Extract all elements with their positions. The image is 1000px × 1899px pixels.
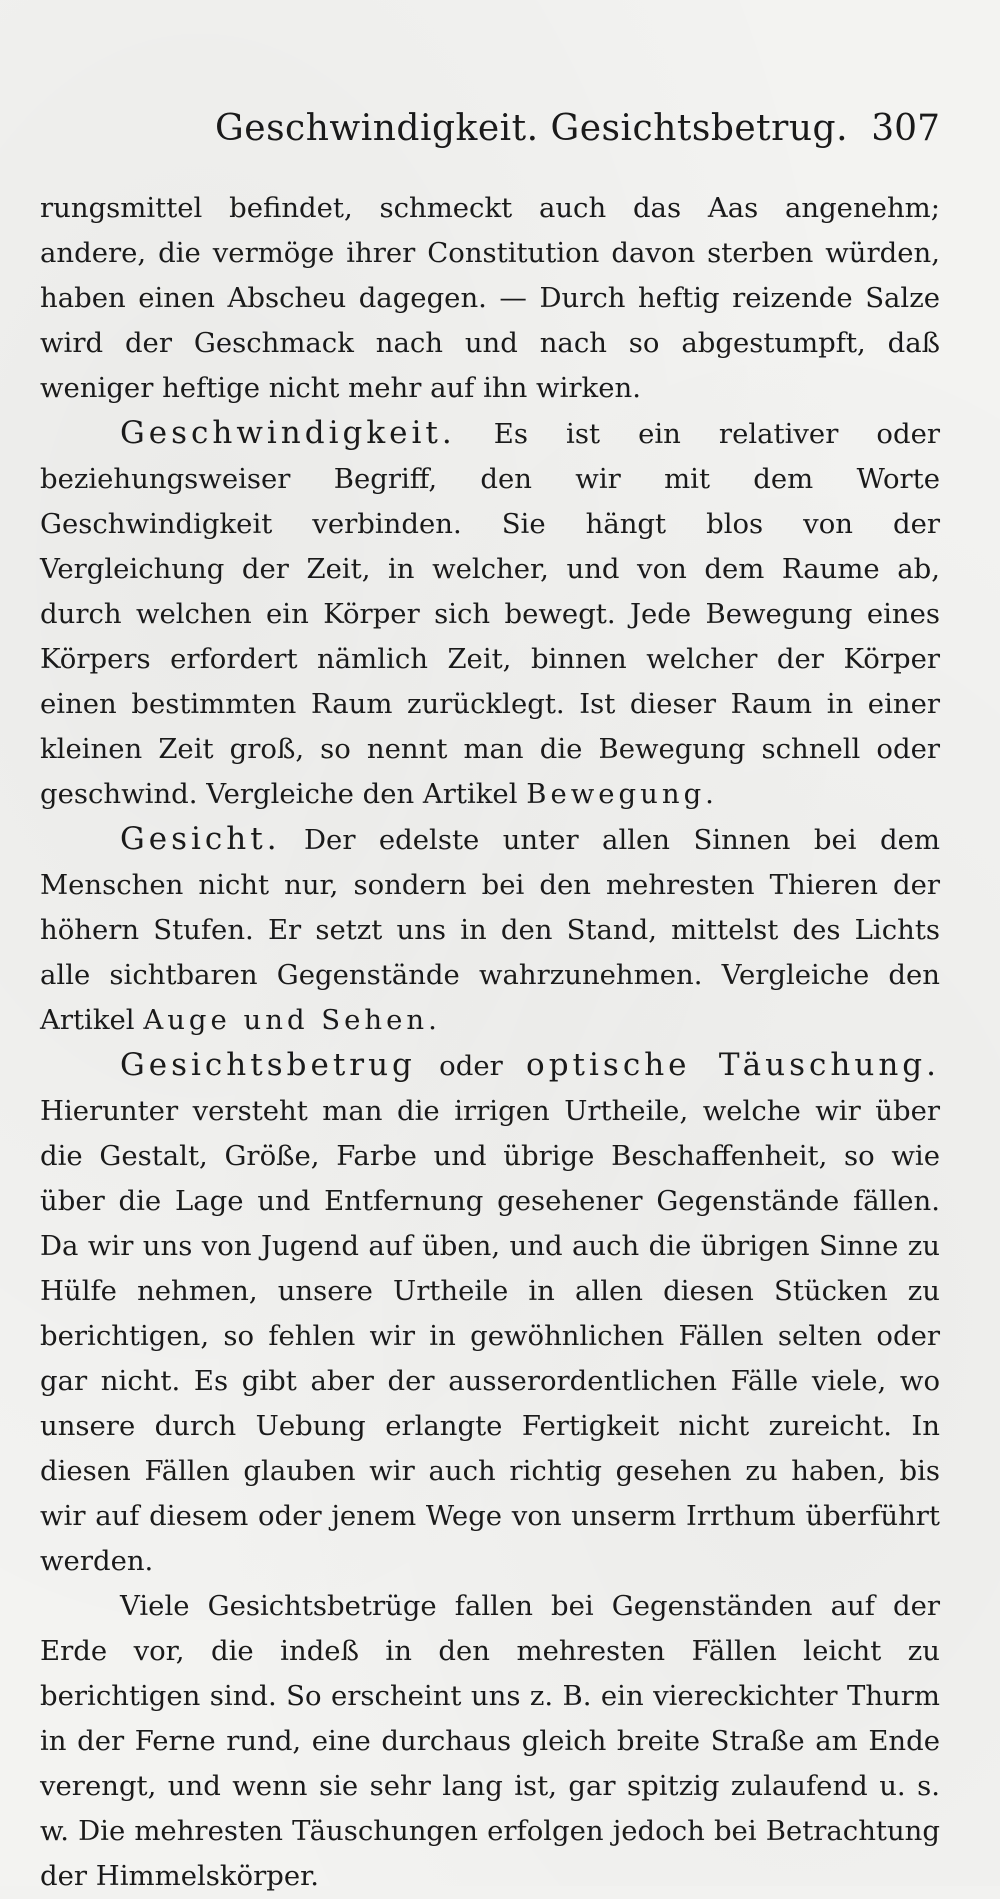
- entry-connector: oder: [415, 1050, 527, 1082]
- entry-geschwindigkeit: [40, 411, 940, 817]
- entry-headword-alternate: optische Täuschung.: [526, 1047, 940, 1083]
- entry-text: Hierunter versteht man die irrigen Urtheile, welche wir über die Gestalt, Größe, Farbe und übrige Beschaffenheit, so wie über die Lage und Entfernung gesehener Gegenstände fällen. Da wir uns von Jugend auf üben, und auch die übrigen Sinne zu Hülfe nehmen, unsere Urtheile in allen diesen Stücken zu berichtigen, so fehlen wir in gewöhnlichen Fällen selten oder gar nicht. Es gibt aber der ausserordentlichen Fälle viele, wo unsere durch Uebung erlangte Fertigkeit nicht zureicht. In diesen Fällen glauben wir auch richtig gesehen zu haben, bis wir auf diesem oder jenem Wege von unserm Irrthum überführt werden.: [40, 1095, 940, 1577]
- paragraph-text: Viele Gesichtsbetrüge fallen bei Gegenständen auf der Erde vor, die indeß in den mehresten Fällen leicht zu berichtigen sind. So erscheint uns z. B. ein viereckichter Thurm in der Ferne rund, eine durchaus gleich breite Straße am Ende verengt, und wenn sie sehr lang ist, gar spitzig zulaufend u. s. w. Die mehresten Täuschungen erfolgen jedoch bei Betrachtung der Himmelskörper.: [40, 1590, 940, 1892]
- paragraph-text: rungsmittel befindet, schmeckt auch das Aas angenehm; andere, die vermöge ihrer Constitution davon sterben würden, haben einen Abscheu dagegen. — Durch heftig reizende Salze wird der Geschmack nach und nach so abgestumpft, daß weniger heftige nicht mehr auf ihn wirken.: [40, 192, 940, 404]
- entry-headword: Gesicht.: [120, 821, 281, 857]
- paragraph-body: [40, 1584, 940, 1899]
- entry-headword: Gesichtsbetrug: [120, 1047, 416, 1083]
- page-number: 307: [871, 108, 940, 149]
- entry-gesicht: [40, 817, 940, 1043]
- cross-reference: Auge und Sehen.: [143, 1004, 441, 1036]
- entry-gesichtsbetrug: [40, 1043, 940, 1584]
- entry-text: Es ist ein relativer oder beziehungsweiser Begriff, den wir mit dem Worte Geschwindigkeit verbinden. Sie hängt blos von der Vergleichung der Zeit, in welcher, und von dem Raume ab, durch welchen ein Körper sich bewegt. Jede Bewegung eines Körpers erfordert nämlich Zeit, binnen welcher der Körper einen bestimmten Raum zurücklegt. Ist dieser Raum in einer kleinen Zeit groß, so nennt man die Bewegung schnell oder geschwind. Vergleiche den Artikel: [40, 418, 940, 810]
- running-head: [40, 108, 940, 158]
- body-text: [40, 186, 940, 1899]
- cross-reference: Bewegung.: [526, 778, 718, 810]
- entry-text: Der edelste unter allen Sinnen bei dem Menschen nicht nur, sondern bei den mehresten Thieren der höhern Stufen. Er setzt uns in den Stand, mittelst des Lichts alle sichtbaren Gegenstände wahrzunehmen. Vergleiche den Artikel: [40, 824, 940, 1036]
- running-title: Geschwindigkeit. Gesichtsbetrug.: [215, 108, 849, 149]
- paragraph-continuation: [40, 186, 940, 411]
- entry-headword: Geschwindigkeit.: [120, 415, 456, 451]
